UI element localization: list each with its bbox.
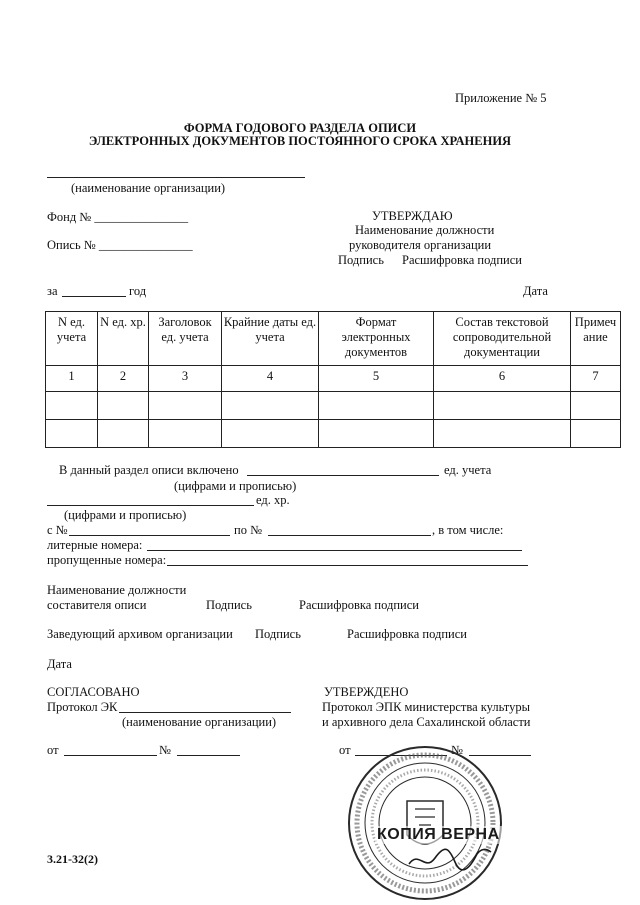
- approved-title: УТВЕРЖДЕНО: [324, 685, 409, 699]
- signature-scribble: [405, 840, 495, 876]
- approve-title: УТВЕРЖДАЮ: [372, 209, 453, 223]
- to-number-line: [268, 535, 431, 536]
- approved-line2: и архивного дела Сахалинской области: [322, 715, 531, 729]
- table-cell: [46, 420, 98, 448]
- inventory-table: [45, 311, 621, 448]
- agreed-org-line: [119, 712, 291, 713]
- table-cell: [434, 420, 571, 448]
- included-caption-1: (цифрами и прописью): [174, 479, 297, 493]
- header-cell: Примеч ание: [571, 312, 621, 366]
- form-title-line2: ЭЛЕКТРОННЫХ ДОКУМЕНТОВ ПОСТОЯННОГО СРОКА ХРАНЕНИЯ: [88, 134, 512, 148]
- to-number-label: по №: [234, 523, 262, 537]
- included-units-label: ед. учета: [444, 463, 492, 477]
- included-storage-line: [47, 505, 254, 506]
- agreed-from-label: от: [47, 743, 59, 757]
- table-cell: [98, 420, 149, 448]
- archive-head-sign-label: Подпись: [255, 627, 301, 641]
- table-cell: [222, 392, 319, 420]
- period-year-line: [62, 296, 126, 297]
- table-cell: [149, 420, 222, 448]
- header-cell: N ед. учета: [46, 312, 98, 366]
- header-cell: Крайние даты ед. учета: [222, 312, 319, 366]
- stamp-seal-graphic: [345, 743, 505, 903]
- number-cell: 6: [434, 366, 571, 392]
- table-row: [46, 392, 621, 420]
- header-cell: Формат электронных документов: [319, 312, 434, 366]
- literal-numbers-label: литерные номера:: [47, 538, 143, 552]
- form-title-line1: ФОРМА ГОДОВОГО РАЗДЕЛА ОПИСИ: [183, 121, 417, 135]
- from-number-label: с №: [47, 523, 68, 537]
- certification-stamp: [345, 743, 505, 903]
- period-prefix: за: [47, 284, 58, 298]
- appendix-label: Приложение № 5: [455, 91, 547, 105]
- literal-numbers-line: [147, 550, 522, 551]
- approve-position-line2: руководителя организации: [349, 238, 492, 252]
- table-number-row: [46, 366, 621, 392]
- compiler-position-line2: составителя описи: [47, 598, 147, 612]
- from-number-line: [69, 535, 230, 536]
- including-label: , в том числе:: [432, 523, 504, 537]
- table-cell: [319, 420, 434, 448]
- table-cell: [571, 392, 621, 420]
- table-cell: [319, 392, 434, 420]
- table-row: [46, 420, 621, 448]
- archive-head-decode-label: Расшифровка подписи: [347, 627, 467, 641]
- approved-num-label: №: [451, 743, 463, 757]
- number-cell: 5: [319, 366, 434, 392]
- skipped-numbers-label: пропущенные номера:: [47, 553, 167, 567]
- table-cell: [434, 392, 571, 420]
- compiler-position-line1: Наименование должности: [47, 583, 187, 597]
- agreed-number-line: [177, 755, 240, 756]
- agreed-date-line: [64, 755, 157, 756]
- footer-code: 3.21-32(2): [47, 852, 98, 866]
- table-cell: [46, 392, 98, 420]
- approved-line1: Протокол ЭПК министерства культуры: [322, 700, 531, 714]
- agreed-title: СОГЛАСОВАНО: [47, 685, 140, 699]
- org-name-caption: (наименование организации): [71, 181, 226, 195]
- archive-head-label: Заведующий архивом организации: [47, 627, 233, 641]
- included-text: В данный раздел описи включено: [59, 463, 239, 477]
- included-caption-2: (цифрами и прописью): [64, 508, 187, 522]
- fond-field: Фонд № _______________: [47, 210, 189, 224]
- table-header-row: [46, 312, 621, 366]
- compiler-sign-label: Подпись: [206, 598, 252, 612]
- header-cell: N ед. хр.: [98, 312, 149, 366]
- skipped-numbers-line: [167, 565, 528, 566]
- agreed-num-label: №: [159, 743, 171, 757]
- approve-sign-label: Подпись: [338, 253, 384, 267]
- table-cell: [98, 392, 149, 420]
- number-cell: 1: [46, 366, 98, 392]
- stamp-copy-text: КОПИЯ ВЕРНА: [377, 826, 500, 843]
- table-cell: [222, 420, 319, 448]
- period-date-label: Дата: [523, 284, 548, 298]
- compiler-decode-label: Расшифровка подписи: [299, 598, 419, 612]
- approve-position-line1: Наименование должности: [355, 223, 495, 237]
- number-cell: 3: [149, 366, 222, 392]
- header-cell: Состав текстовой сопроводительной документации: [434, 312, 571, 366]
- number-cell: 4: [222, 366, 319, 392]
- included-storage-label: ед. хр.: [256, 493, 290, 507]
- org-name-line: [47, 177, 305, 178]
- period-suffix: год: [129, 284, 147, 298]
- approve-decode-label: Расшифровка подписи: [402, 253, 522, 267]
- opis-field: Опись № _______________: [47, 238, 193, 252]
- included-units-line: [247, 475, 439, 476]
- approved-from-label: от: [339, 743, 351, 757]
- number-cell: 7: [571, 366, 621, 392]
- table-cell: [571, 420, 621, 448]
- date-label: Дата: [47, 657, 72, 671]
- table-cell: [149, 392, 222, 420]
- agreed-protocol-label: Протокол ЭК: [47, 700, 118, 714]
- header-cell: Заголовок ед. учета: [149, 312, 222, 366]
- agreed-org-caption: (наименование организации): [122, 715, 277, 729]
- number-cell: 2: [98, 366, 149, 392]
